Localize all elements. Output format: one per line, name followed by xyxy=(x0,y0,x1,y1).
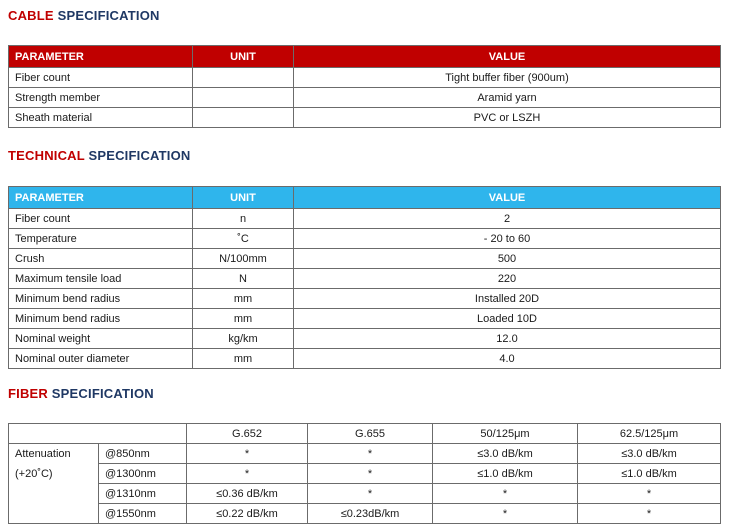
table-row xyxy=(9,68,721,88)
technical-value: 2 xyxy=(294,209,721,229)
fiber-col-625-125: 62.5/125μm xyxy=(578,424,721,444)
cable-header-parameter: PARAMETER xyxy=(9,46,193,68)
technical-value: - 20 to 60 xyxy=(294,229,721,249)
fiber-col-50-125: 50/125μm xyxy=(433,424,578,444)
fiber-value: * xyxy=(433,484,578,504)
technical-value: 12.0 xyxy=(294,329,721,349)
cable-spec-heading: CABLE SPECIFICATION xyxy=(8,8,160,23)
technical-value: 500 xyxy=(294,249,721,269)
fiber-value: * xyxy=(578,484,721,504)
cable-param: Sheath material xyxy=(9,108,193,128)
technical-unit: ˚C xyxy=(193,229,294,249)
fiber-col-g652: G.652 xyxy=(187,424,308,444)
wavelength: @1300nm xyxy=(99,464,187,484)
fiber-value: * xyxy=(578,504,721,524)
table-row xyxy=(9,108,721,128)
table-row xyxy=(9,444,721,464)
wavelength: @1550nm xyxy=(99,504,187,524)
technical-param: Nominal weight xyxy=(9,329,193,349)
technical-param: Fiber count xyxy=(9,209,193,229)
technical-header-row xyxy=(9,187,721,209)
technical-value: Installed 20D xyxy=(294,289,721,309)
cable-param: Strength member xyxy=(9,88,193,108)
fiber-value: ≤3.0 dB/km xyxy=(578,444,721,464)
cable-spec-table xyxy=(8,45,721,128)
fiber-value: * xyxy=(308,484,433,504)
technical-value: Loaded 10D xyxy=(294,309,721,329)
fiber-value: * xyxy=(187,464,308,484)
technical-header-unit: UNIT xyxy=(193,187,294,209)
technical-unit: N xyxy=(193,269,294,289)
fiber-value: ≤0.23dB/km xyxy=(308,504,433,524)
fiber-value: * xyxy=(308,464,433,484)
fiber-value: * xyxy=(187,444,308,464)
table-row xyxy=(9,88,721,108)
cable-value: PVC or LSZH xyxy=(294,108,721,128)
technical-unit: n xyxy=(193,209,294,229)
wavelength: @1310nm xyxy=(99,484,187,504)
technical-param: Nominal outer diameter xyxy=(9,349,193,369)
technical-param: Crush xyxy=(9,249,193,269)
technical-spec-heading: TECHNICAL SPECIFICATION xyxy=(8,148,191,163)
cable-value: Aramid yarn xyxy=(294,88,721,108)
table-row xyxy=(9,484,721,504)
attenuation-temp-label: (+20˚C) xyxy=(9,464,99,484)
fiber-value: ≤3.0 dB/km xyxy=(433,444,578,464)
table-row xyxy=(9,329,721,349)
attenuation-label: Attenuation xyxy=(9,444,99,464)
table-row xyxy=(9,309,721,329)
fiber-value: * xyxy=(433,504,578,524)
technical-unit: N/100mm xyxy=(193,249,294,269)
technical-unit: kg/km xyxy=(193,329,294,349)
cable-value: Tight buffer fiber (900um) xyxy=(294,68,721,88)
technical-param: Minimum bend radius xyxy=(9,309,193,329)
technical-unit: mm xyxy=(193,289,294,309)
table-row xyxy=(9,349,721,369)
technical-spec-table xyxy=(8,186,721,369)
technical-header-value: VALUE xyxy=(294,187,721,209)
cable-param: Fiber count xyxy=(9,68,193,88)
wavelength: @850nm xyxy=(99,444,187,464)
technical-value: 220 xyxy=(294,269,721,289)
table-row xyxy=(9,209,721,229)
table-row xyxy=(9,504,721,524)
cable-header-value: VALUE xyxy=(294,46,721,68)
technical-param: Minimum bend radius xyxy=(9,289,193,309)
fiber-spec-table xyxy=(8,423,721,524)
technical-value: 4.0 xyxy=(294,349,721,369)
cable-unit xyxy=(193,88,294,108)
table-row xyxy=(9,229,721,249)
fiber-spec-heading: FIBER SPECIFICATION xyxy=(8,386,154,401)
table-row xyxy=(9,269,721,289)
technical-param: Maximum tensile load xyxy=(9,269,193,289)
table-row xyxy=(9,249,721,269)
fiber-value: ≤1.0 dB/km xyxy=(433,464,578,484)
technical-unit: mm xyxy=(193,349,294,369)
table-row xyxy=(9,464,721,484)
table-row xyxy=(9,289,721,309)
technical-param: Temperature xyxy=(9,229,193,249)
cable-unit xyxy=(193,68,294,88)
cable-header-unit: UNIT xyxy=(193,46,294,68)
cable-header-row xyxy=(9,46,721,68)
fiber-header-row xyxy=(9,424,721,444)
fiber-value: ≤0.36 dB/km xyxy=(187,484,308,504)
fiber-value: ≤1.0 dB/km xyxy=(578,464,721,484)
fiber-col-g655: G.655 xyxy=(308,424,433,444)
cable-unit xyxy=(193,108,294,128)
fiber-value: ≤0.22 dB/km xyxy=(187,504,308,524)
fiber-value: * xyxy=(308,444,433,464)
technical-unit: mm xyxy=(193,309,294,329)
technical-header-parameter: PARAMETER xyxy=(9,187,193,209)
